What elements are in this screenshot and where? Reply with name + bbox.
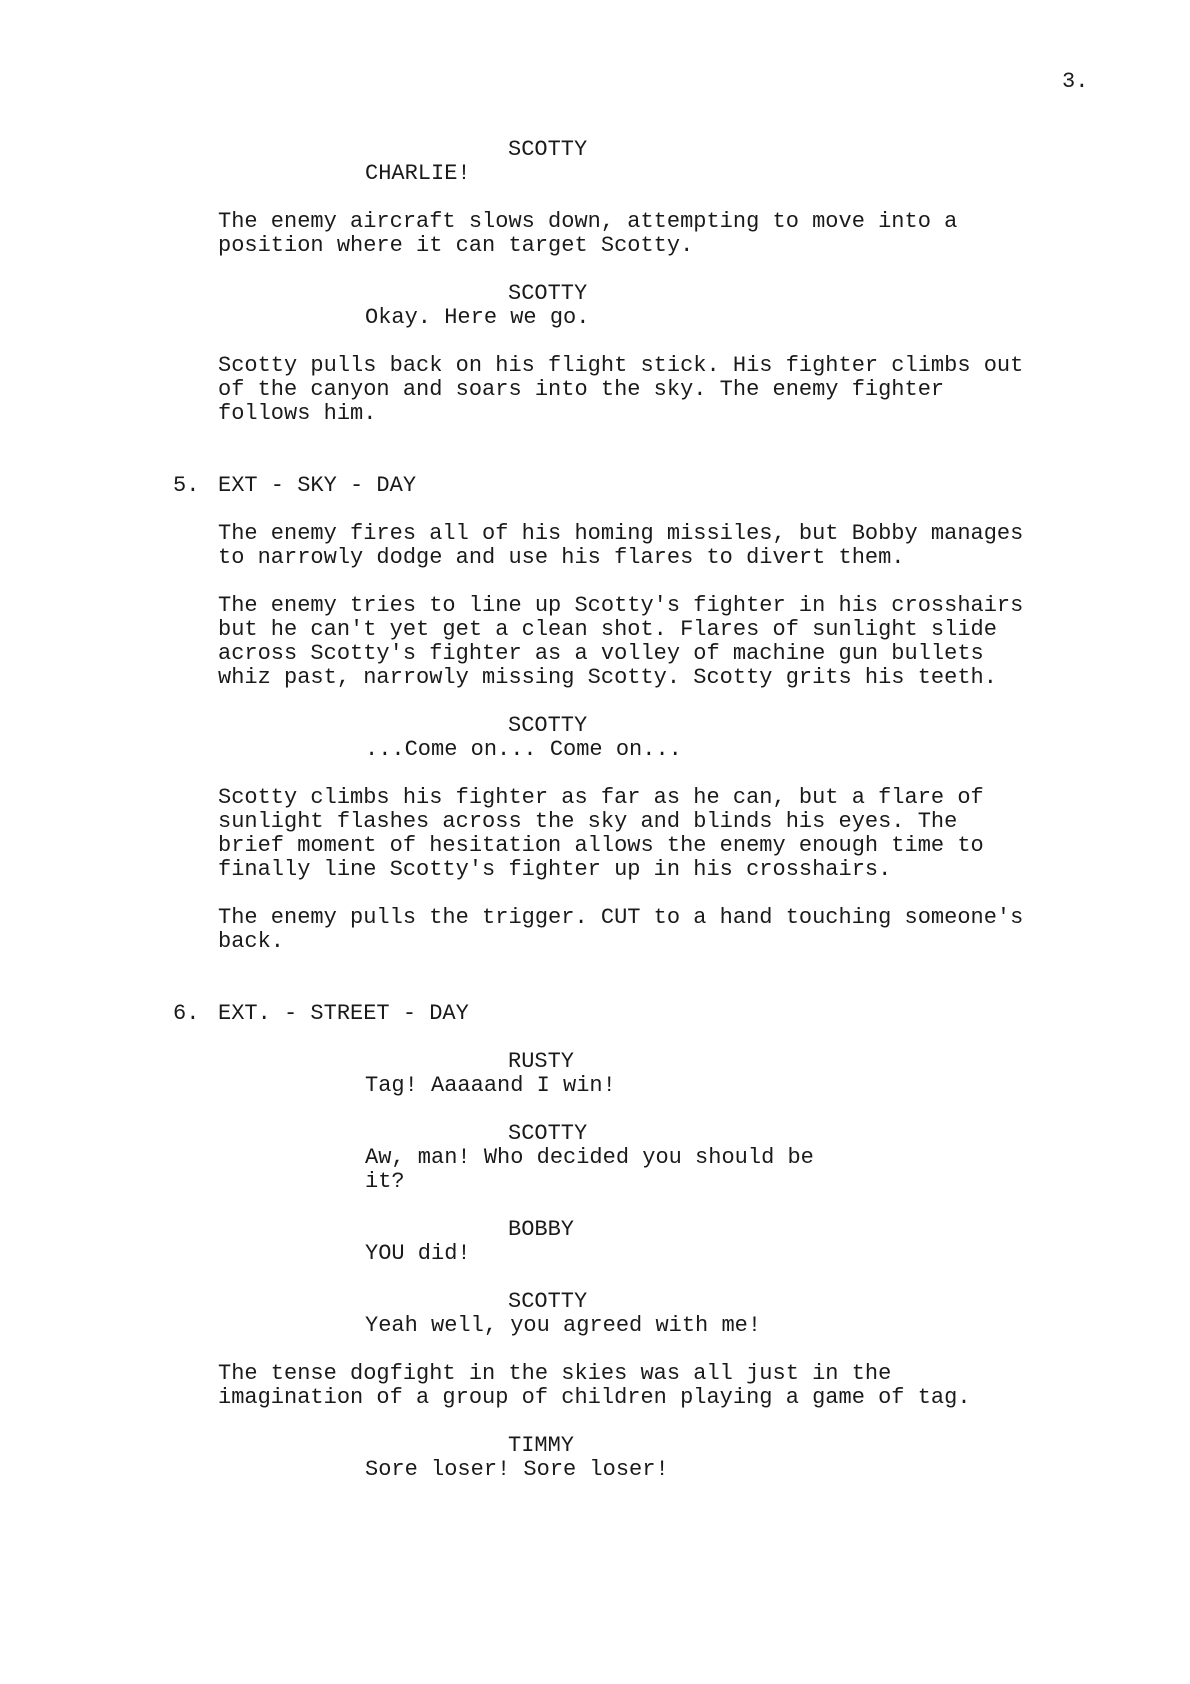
action-line: but he can't yet get a clean shot. Flares of sunlight slide <box>218 617 997 642</box>
dialogue-line: Tag! Aaaaand I win! <box>365 1073 616 1098</box>
page-number: 3. <box>1062 69 1089 94</box>
dialogue-line: Aw, man! Who decided you should be <box>365 1145 814 1170</box>
scene-heading: EXT - SKY - DAY <box>218 473 417 498</box>
action-line: whiz past, narrowly missing Scotty. Scotty grits his teeth. <box>218 665 997 690</box>
scene-number: 5. <box>173 473 200 498</box>
action-line: of the canyon and soars into the sky. The enemy fighter <box>218 377 945 402</box>
action-line: across Scotty's fighter as a volley of machine gun bullets <box>218 641 984 666</box>
action-line: to narrowly dodge and use his flares to divert them. <box>218 545 905 570</box>
action-line: The enemy tries to line up Scotty's fighter in his crosshairs <box>218 593 1024 618</box>
character-name: TIMMY <box>508 1433 575 1458</box>
action-line: The enemy aircraft slows down, attempting to move into a <box>218 209 958 234</box>
character-name: SCOTTY <box>508 713 588 738</box>
action-line: position where it can target Scotty. <box>218 233 694 258</box>
action-line: Scotty pulls back on his flight stick. His fighter climbs out <box>218 353 1024 378</box>
action-line: imagination of a group of children playing a game of tag. <box>218 1385 971 1410</box>
action-line: sunlight flashes across the sky and blinds his eyes. The <box>218 809 958 834</box>
character-name: SCOTTY <box>508 137 588 162</box>
dialogue-line: Yeah well, you agreed with me! <box>365 1313 762 1338</box>
dialogue-line: ...Come on... Come on... <box>365 737 682 762</box>
character-name: SCOTTY <box>508 1289 588 1314</box>
action-line: finally line Scotty's fighter up in his crosshairs. <box>218 857 892 882</box>
action-line: back. <box>218 929 285 954</box>
dialogue-line: CHARLIE! <box>365 161 471 186</box>
scene-number: 6. <box>173 1001 200 1026</box>
scene-heading: EXT. - STREET - DAY <box>218 1001 469 1026</box>
character-name: RUSTY <box>508 1049 575 1074</box>
dialogue-line: it? <box>365 1169 405 1194</box>
action-line: The tense dogfight in the skies was all just in the <box>218 1361 892 1386</box>
action-line: brief moment of hesitation allows the enemy enough time to <box>218 833 984 858</box>
character-name: BOBBY <box>508 1217 575 1242</box>
character-name: SCOTTY <box>508 1121 588 1146</box>
character-name: SCOTTY <box>508 281 588 306</box>
action-line: Scotty climbs his fighter as far as he can, but a flare of <box>218 785 984 810</box>
action-line: The enemy pulls the trigger. CUT to a hand touching someone's <box>218 905 1024 930</box>
action-line: follows him. <box>218 401 377 426</box>
action-line: The enemy fires all of his homing missiles, but Bobby manages <box>218 521 1024 546</box>
dialogue-line: YOU did! <box>365 1241 471 1266</box>
dialogue-line: Sore loser! Sore loser! <box>365 1457 669 1482</box>
dialogue-line: Okay. Here we go. <box>365 305 590 330</box>
